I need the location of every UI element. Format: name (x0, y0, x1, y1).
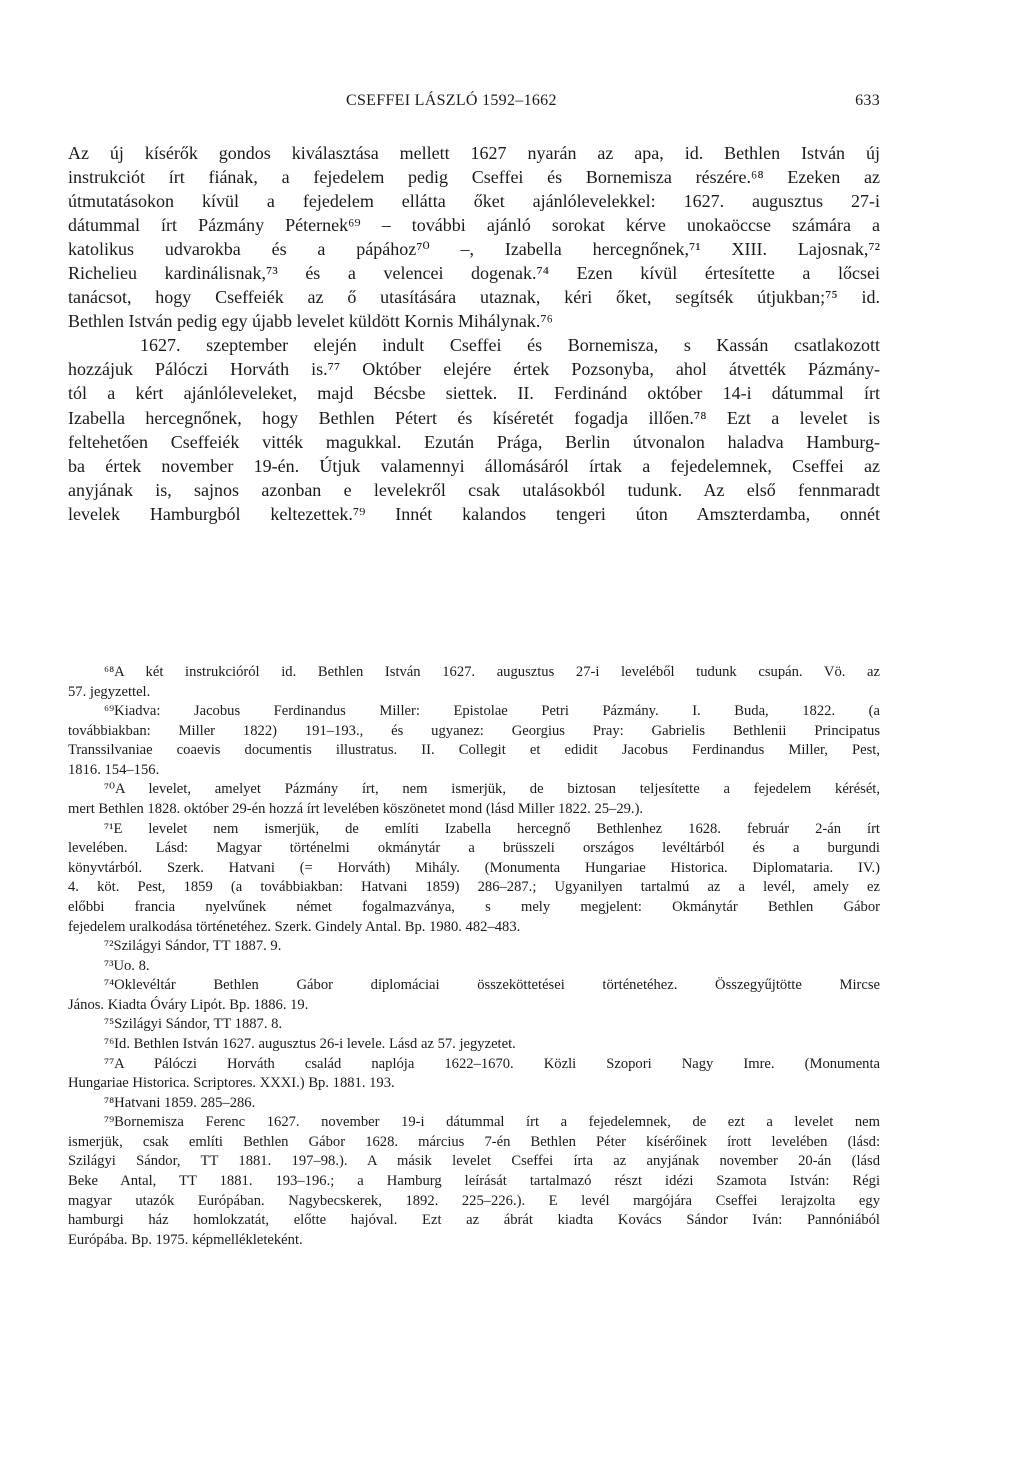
body-text (68, 141, 880, 526)
footnote-line: ⁷⁴Oklevéltár Bethlen Gábor diplomáciai összeköttetései történetéhez. Összegyűjtötte Mircse (104, 977, 880, 994)
footnote-line: ⁶⁹Kiadva: Jacobus Ferdinandus Miller: Epistolae Petri Pázmány. I. Buda, 1822. (a (104, 703, 880, 720)
footnote-line: Európába. Bp. 1975. képmellékleteként. (68, 1231, 303, 1248)
footnote-line: János. Kiadta Óváry Lipót. Bp. 1886. 19. (68, 996, 309, 1013)
body-line: Bethlen István pedig egy újabb levelet küldött Kornis Mihálynak.⁷⁶ (68, 311, 553, 332)
footnote-line: mert Bethlen 1828. október 29-én hozzá írt levelében köszönetet mond (lásd Miller 1822. 25–29.). (68, 801, 644, 818)
body-line: ba értek november 19-én. Útjuk valamennyi állomásáról írtak a fejedelemnek, Cseffei az (68, 455, 880, 476)
footnote-line: ⁷⁷A Pálóczi Horváth család naplója 1622–1670. Közli Szopori Nagy Imre. (Monumenta (104, 1055, 880, 1072)
footnote-line: ⁷³Uo. 8. (104, 957, 150, 974)
body-line: instrukciót írt fiának, a fejedelem pedig Cseffei és Bornemisza részére.⁶⁸ Ezeken az (68, 167, 880, 188)
footnote-line: 57. jegyzettel. (68, 683, 151, 700)
footnote-line: ⁷⁸Hatvani 1859. 285–286. (104, 1094, 256, 1111)
body-line: katolikus udvarokba és a pápához⁷⁰ –, Izabella hercegnőnek,⁷¹ XIII. Lajosnak,⁷² (68, 239, 880, 260)
body-line: Richelieu kardinálisnak,⁷³ és a velencei dogenak.⁷⁴ Ezen kívül értesítette a lőcsei (68, 263, 880, 284)
footnote-line: Transsilvaniae coaevis documentis illustratus. II. Collegit et edidit Jacobus Ferdinandus Miller, Pest, (68, 742, 880, 759)
body-line: tanácsot, hogy Cseffeiék az ő utasítására utaznak, kéri őket, segítsék útjukban;⁷⁵ id. (68, 287, 880, 308)
footnote-line: fejedelem uralkodása történetéhez. Szerk. Gindely Antal. Bp. 1980. 482–483. (68, 918, 521, 935)
body-line: dátummal írt Pázmány Péternek⁶⁹ – további ajánló sorokat kérve unokaöccse számára a (68, 215, 880, 236)
footnote-line: továbbiakban: Miller 1822) 191–193., és ugyanez: Georgius Pray: Gabrielis Bethlenii Principatus (68, 722, 880, 739)
running-title: CSEFFEI LÁSZLÓ 1592–1662 (346, 92, 557, 109)
footnote-line: ⁷⁹Bornemisza Ferenc 1627. november 19-i dátummal írt a fejedelemnek, de ezt a levelet nem (104, 1114, 880, 1131)
footnote-line: Beke Antal, TT 1881. 193–196.; a Hamburg leírását tartalmazó részt idézi Szamota István: Régi (68, 1173, 880, 1190)
body-line: feltehetően Cseffeiék vitték magukkal. Ezután Prága, Berlin útvonalon haladva Hamburg- (68, 431, 880, 452)
body-line: levelek Hamburgból keltezettek.⁷⁹ Innét kalandos tengeri úton Amszterdamba, onnét (68, 503, 880, 524)
footnotes (68, 663, 880, 1250)
footnote-line: Szilágyi Sándor, TT 1881. 197–98.). A másik levelet Cseffei írta az anyjának november 20-án (lásd (68, 1153, 880, 1170)
running-header (68, 92, 880, 114)
footnote-line: levelében. Lásd: Magyar történelmi okmánytár a brüsszeli országos levéltárból és a burgundi (68, 840, 880, 857)
body-line: hozzájuk Pálóczi Horváth is.⁷⁷ Október elejére értek Pozsonyba, ahol átvették Pázmány- (68, 359, 880, 380)
footnote-line: ⁷⁰A levelet, amelyet Pázmány írt, nem ismerjük, de biztosan teljesítette a fejedelem kérését, (104, 781, 880, 798)
footnote-line: előbbi francia nyelvűnek német fogalmazványa, s mely megjelent: Okmánytár Bethlen Gábor (68, 898, 880, 915)
footnote-line: könyvtárból. Szerk. Hatvani (= Horváth) Mihály. (Monumenta Hungariae Historica. Diplomataria. IV.) (68, 859, 880, 876)
footnote-line: 1816. 154–156. (68, 761, 160, 778)
page-number: 633 (855, 92, 880, 109)
footnote-line: magyar utazók Európában. Nagybecskerek, 1892. 225–226.). E levél margójára Cseffei lerajzolta egy (68, 1192, 880, 1209)
footnote-line: ⁷²Szilágyi Sándor, TT 1887. 9. (104, 938, 282, 955)
body-line: tól a kért ajánlóleveleket, majd Bécsbe siettek. II. Ferdinánd október 14-i dátummal írt (68, 383, 880, 404)
body-line: 1627. szeptember elején indult Cseffei és Bornemisza, s Kassán csatlakozott (140, 335, 880, 356)
body-line: Izabella hercegnőnek, hogy Bethlen Pétert és kíséretét fogadja illően.⁷⁸ Ezt a levelet is (68, 407, 880, 428)
body-line: útmutatásokon kívül a fejedelem ellátta őket ajánlólevelekkel: 1627. augusztus 27-i (68, 191, 880, 212)
body-line: Az új kísérők gondos kiválasztása mellett 1627 nyarán az apa, id. Bethlen István új (68, 143, 880, 163)
footnote-line: ⁷¹E levelet nem ismerjük, de említi Izabella hercegnő Bethlenhez 1628. február 2-án írt (104, 820, 880, 837)
footnote-line: ⁶⁸A két instrukcióról id. Bethlen István 1627. augusztus 27-i leveléből tudunk csupán. Vö. az (104, 664, 880, 680)
footnote-line: Hungariae Historica. Scriptores. XXXI.) Bp. 1881. 193. (68, 1075, 395, 1092)
footnote-line: ⁷⁶Id. Bethlen István 1627. augusztus 26-i levele. Lásd az 57. jegyzetet. (104, 1035, 516, 1052)
footnote-line: ⁷⁵Szilágyi Sándor, TT 1887. 8. (104, 1016, 283, 1033)
footnote-line: hamburgi ház homlokzatát, előtte hajóval. Ezt az ábrát kiadta Kovács Sándor Iván: Pannóniából (68, 1212, 880, 1229)
footnote-line: 4. köt. Pest, 1859 (a továbbiakban: Hatvani 1859) 286–287.; Ugyanilyen tartalmú az a levél, amely ez (68, 879, 880, 896)
footnote-line: ismerjük, csak említi Bethlen Gábor 1628. március 7-én Bethlen Péter kísérőinek írott levelében (lásd: (68, 1133, 880, 1150)
body-line: anyjának is, sajnos azonban e levelekről csak utalásokból tudunk. Az első fennmaradt (68, 479, 880, 500)
